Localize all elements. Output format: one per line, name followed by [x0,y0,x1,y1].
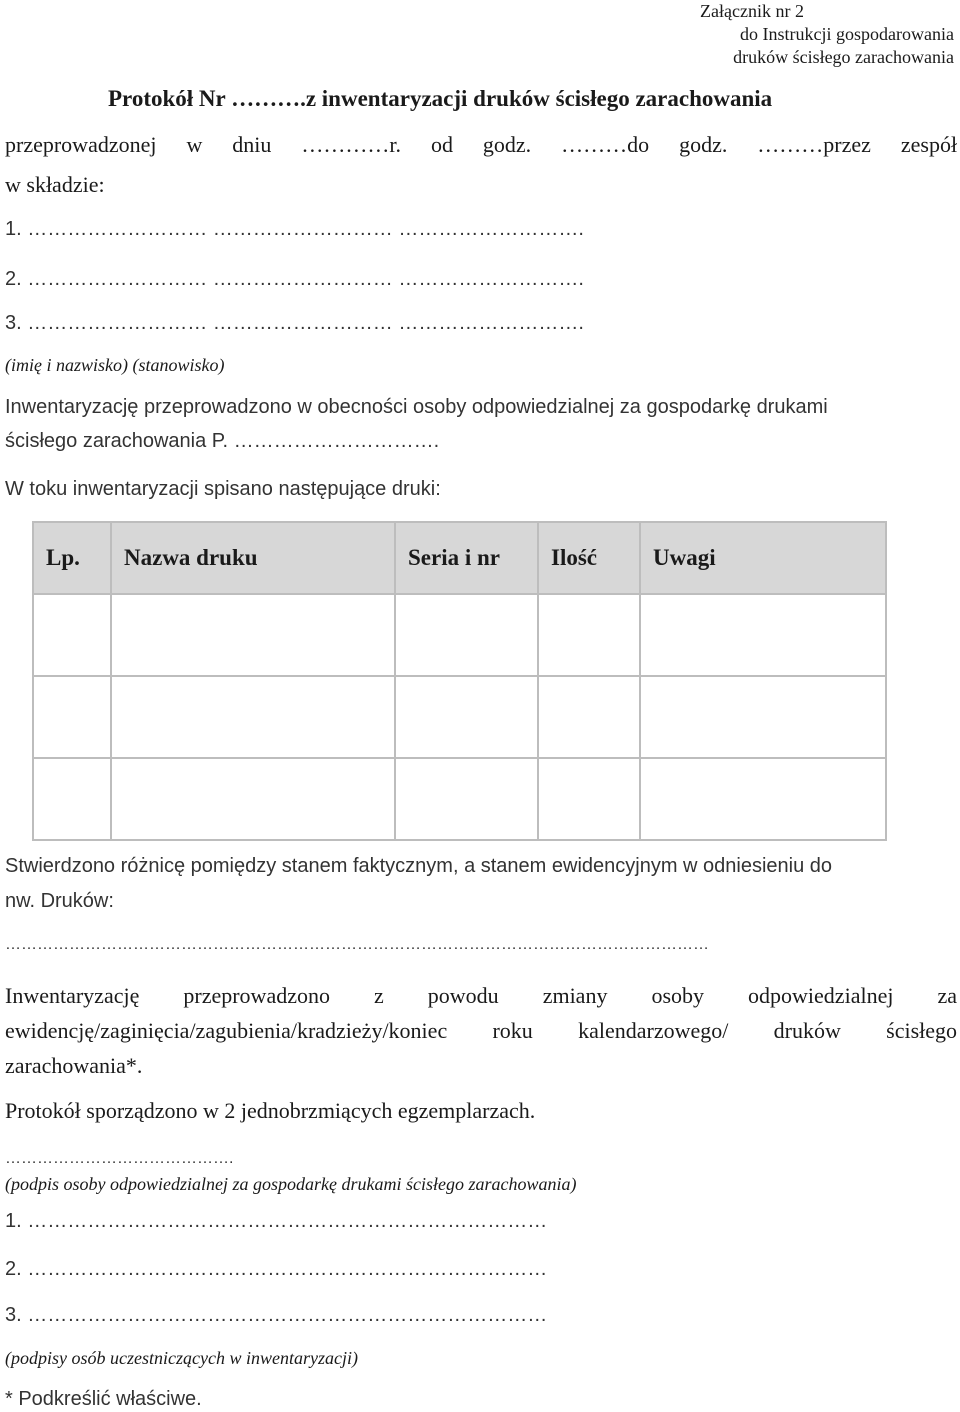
table-cell [640,594,886,676]
table-row [33,594,886,676]
reason-word: roku [492,1018,533,1043]
difference-line-1: Stwierdzono różnicę pomiędzy stanem faktycznym, a stanem ewidencyjnym w odniesieniu do [5,855,833,877]
difference-dots: …………………………………………………………………………………………………………………… [5,936,709,953]
intro-word: zespół [900,132,958,157]
table-cell [538,594,640,676]
reason-word: Inwentaryzację [5,983,140,1008]
table-cell [111,594,395,676]
reason-word: powodu [427,983,499,1008]
intro-word: przeprowadzonej [5,132,157,157]
table-cell [395,594,538,676]
member-line-2: 2. ……………………… ……………………… ………………………. [5,268,584,290]
listed-intro: W toku inwentaryzacji spisano następujące druki: [5,478,441,500]
header-seria-i-nr: Seria i nr [395,522,538,594]
reason-word: za [937,983,957,1008]
copies-statement: Protokół sporządzono w 2 jednobrzmiących egzemplarzach. [5,1098,536,1123]
members-caption: (imię i nazwisko) (stanowisko) [5,355,225,375]
signature-caption: (podpis osoby odpowiedzialnej za gospodarkę drukami ścisłego zarachowania) [5,1174,577,1194]
signature-dots: ……………………………………. [5,1150,234,1167]
table-cell [33,594,111,676]
document-title: Protokół Nr ……….z inwentaryzacji druków ścisłego zarachowania [108,86,773,111]
participants-caption: (podpisy osób uczestniczących w inwentaryzacji) [5,1348,358,1368]
reason-word: ścisłego [886,1018,958,1043]
participant-line-2: 2. …………………………………………………………………… [5,1258,548,1280]
reason-line-3: zarachowania*. [5,1053,143,1078]
presence-line-2: ścisłego zarachowania P. …………………………. [5,430,440,452]
table-row [33,758,886,840]
member-line-3: 3. ……………………… ……………………… ………………………. [5,312,584,334]
annex-line-2: do Instrukcji gospodarowania [740,24,954,44]
reason-word: przeprowadzono [183,983,330,1008]
intro-word: w [186,132,203,157]
intro-time-to-field: ………przez [757,132,871,157]
table-cell [111,758,395,840]
table-header-row [33,522,886,594]
reason-word: osoby [651,983,705,1008]
reason-word: druków [773,1018,841,1043]
reason-word: ewidencję/zaginięcia/zagubienia/kradzieży/koniec [5,1018,448,1043]
header-lp: Lp. [33,522,111,594]
reason-word: odpowiedzialnej [748,983,894,1008]
intro-line-2: w składzie: [5,172,105,197]
table-cell [640,758,886,840]
table-cell [538,676,640,758]
difference-line-2: nw. Druków: [5,890,114,912]
table-cell [33,676,111,758]
reason-line-2 [5,1018,957,1044]
intro-time-from-field: ………do [561,132,650,157]
participant-line-1: 1. …………………………………………………………………… [5,1210,548,1232]
intro-word: od [430,132,453,157]
header-nazwa-druku: Nazwa druku [111,522,395,594]
table-cell [395,758,538,840]
reason-word: kalendarzowego/ [578,1018,729,1043]
footnote: * Podkreślić właściwe. [5,1388,202,1410]
header-ilosc: Ilość [538,522,640,594]
prints-table [32,521,887,841]
intro-word: godz. [482,132,532,157]
annex-header [700,0,954,69]
table-cell [33,758,111,840]
table-cell [111,676,395,758]
table-cell [640,676,886,758]
participant-line-3: 3. …………………………………………………………………… [5,1304,548,1326]
table-cell [538,758,640,840]
intro-line-1 [5,132,957,158]
presence-line-1: Inwentaryzację przeprowadzono w obecności osoby odpowiedzialnej za gospodarkę drukami [5,396,828,418]
annex-line-3: druków ścisłego zarachowania [733,47,954,67]
intro-word: dniu [232,132,272,157]
header-uwagi: Uwagi [640,522,886,594]
reason-word: zmiany [542,983,608,1008]
intro-word: godz. [679,132,728,157]
table-row [33,676,886,758]
table-cell [395,676,538,758]
intro-date-field: …………r. [301,132,401,157]
annex-line-1: Załącznik nr 2 [700,1,804,21]
reason-word: z [374,983,384,1008]
member-line-1: 1. ……………………… ……………………… ………………………. [5,218,584,240]
reason-line-1 [5,983,957,1009]
